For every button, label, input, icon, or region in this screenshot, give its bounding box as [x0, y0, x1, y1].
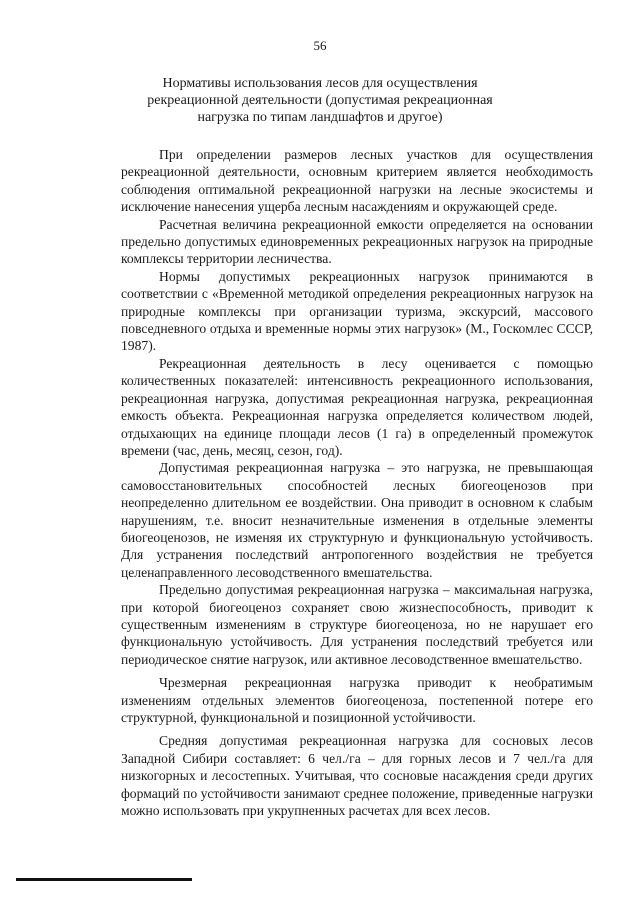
- heading-line: рекреационной деятельности (допустимая рекреационная: [147, 93, 493, 108]
- paragraph-maximum-load: Предельно допустимая рекреационная нагрузка – максимальная нагрузка, при которой биогеоценоз сохраняет свою жизнеспособность, приводит к существенным изменениям в структуре биогеоценоза, но не нарушает его функциональную устойчивость. Для устранения последствий требуется или периодическое снятие нагрузок, или активное лесоводственное вмешательство.: [121, 582, 593, 667]
- footnote-divider: [16, 878, 192, 881]
- paragraph-criteria: При определении размеров лесных участков для осуществления рекреационной деятельности, основным критерием является необходимость соблюдения оптимальной рекреационной нагрузки на лесные экосистемы и исключение нанесения ущерба лесным насаждениям и окружающей среде.: [121, 147, 593, 215]
- paragraph-indicators: Рекреационная деятельность в лесу оценивается с помощью количественных показателей: интенсивность рекреационного использования, рекреационная нагрузка, допустимая рекреационная нагрузка, рекреационная емкость объекта. Рекреационная нагрузка определяется количеством людей, отдыхающих на единице площади лесов (1 га) в определенный промежуток времени (час, день, месяц, сезон, год).: [121, 355, 593, 458]
- paragraph-excessive-load: Чрезмерная рекреационная нагрузка приводит к необратимым изменениям отдельных элементов биогеоценоза, постепенной потере его структурной, функциональной и позиционной устойчивости.: [121, 675, 593, 725]
- section-heading: [120, 75, 520, 126]
- heading-line: Нормативы использования лесов для осуществления: [162, 76, 478, 91]
- paragraph-capacity: Расчетная величина рекреационной емкости определяется на основании предельно допустимых единовременных рекреационных нагрузок на природные комплексы территории лесничества.: [121, 216, 593, 267]
- paragraph-norms: Нормы допустимых рекреационных нагрузок принимаются в соответствии с «Временной методикой определения рекреационных нагрузок на природные комплексы при организации туризма, экскурсий, массового повседневного отдыха и временные нормы этих нагрузок» (М., Госкомлес СССР, 1987).: [121, 268, 593, 354]
- paragraph-permissible-load: Допустимая рекреационная нагрузка – это нагрузка, не превышающая самовосстановительных способностей лесных биогеоценозов при неопределенно длительном ее воздействии. Она приводит в основном к слабым нарушениям, т.е. вносит незначительные изменения в отдельные элементы биогеоценозов, не изменяя их структурную и функциональную устойчивость. Для устранения последствий антропогенного воздействия не требуется целенаправленного лесоводственного вмешательства.: [121, 460, 593, 580]
- page-number: 56: [313, 38, 327, 53]
- paragraph-average-load: Средняя допустимая рекреационная нагрузка для сосновых лесов Западной Сибири составляет: 6 чел./га – для горных лесов и 7 чел./га для низкогорных и лесостепных. Учитывая, что сосновые насаждения среди других формаций по устойчивости занимают среднее положение, приведенные нагрузки можно использовать при укрупненных расчетах для всех лесов.: [121, 733, 593, 819]
- body-text: [121, 146, 593, 819]
- heading-line: нагрузка по типам ландшафтов и другое): [197, 110, 443, 125]
